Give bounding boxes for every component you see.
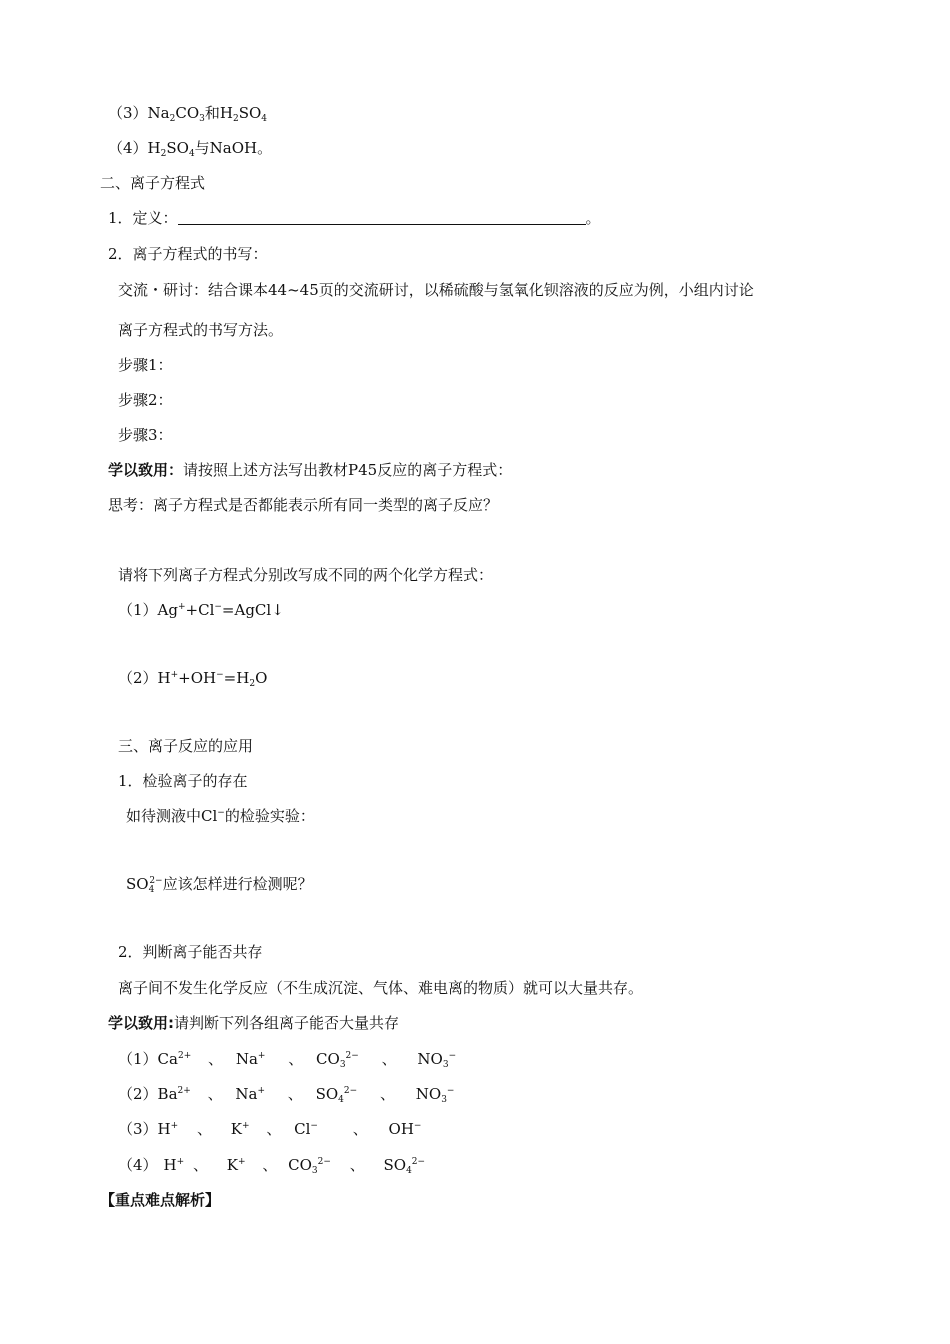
question-3: $(3)Na_2CO_3$和$H_2SO_4$ <box>108 104 268 124</box>
discussion-line-2: 离子方程式的书写方法。 <box>118 321 284 339</box>
coexist-heading: 2．判断离子能否共存 <box>118 943 263 961</box>
definition-blank <box>178 210 586 225</box>
chloride-test: 如待测液中Cl−的检验实验： <box>126 807 315 825</box>
equation-2: $(2)H^++OH^-=H_2O$ <box>118 669 268 689</box>
writing-heading: 2．离子方程式的书写： <box>108 245 268 263</box>
ion-group-3: （3）H+ 、 K+ 、 Cl− 、 OH− <box>118 1120 422 1138</box>
sulfate-test: $SO_4^{2-}$应该怎样进行检测呢？ <box>126 875 313 895</box>
section-3-heading: 三、离子反应的应用 <box>118 737 254 755</box>
ion-group-2: $(2)Ba^{2+}$ 、 Na+ 、 $SO_4^{2-}$ 、 $NO_3^-$ <box>118 1085 455 1105</box>
ion-group-4: （4） H+ 、 K+ 、 $CO_3^{2-}$ 、 $SO_4^{2-}$ <box>118 1156 426 1176</box>
apply-line-2: 学以致用:请判断下列各组离子能否大量共存 <box>108 1014 400 1032</box>
detect-heading: 1．检验离子的存在 <box>118 772 248 790</box>
think-line: 思考：离子方程式是否都能表示所有同一类型的离子反应？ <box>108 496 499 514</box>
ion-group-1: $(1)Ca^{2+}$ 、 Na+ 、 $CO_3^{2-}$ 、 $NO_3^-$ <box>118 1050 457 1070</box>
step-3: 步骤3： <box>118 426 173 444</box>
section-2-heading: 二、离子方程式 <box>100 174 206 192</box>
rewrite-instruction: 请将下列离子方程式分别改写成不同的两个化学方程式： <box>118 566 494 584</box>
apply-line-1: 学以致用：请按照上述方法写出教材P45反应的离子方程式： <box>108 461 513 479</box>
question-4: $(4)H_2SO_4$与NaOH。 <box>108 139 273 159</box>
key-points-heading: 【重点难点解析】 <box>100 1191 221 1209</box>
step-2: 步骤2： <box>118 391 173 409</box>
coexist-rule: 离子间不发生化学反应（不生成沉淀、气体、难电离的物质）就可以大量共存。 <box>118 979 644 997</box>
equation-1: （1）Ag++Cl−=AgCl↓ <box>118 601 284 619</box>
definition-line: 1．定义： 。 <box>108 209 601 227</box>
discussion-line-1: 交流・研讨：结合课本44~45页的交流研讨，以稀硫酸与氢氧化钡溶液的反应为例，小组内讨论 <box>118 281 754 299</box>
step-1: 步骤1： <box>118 356 173 374</box>
